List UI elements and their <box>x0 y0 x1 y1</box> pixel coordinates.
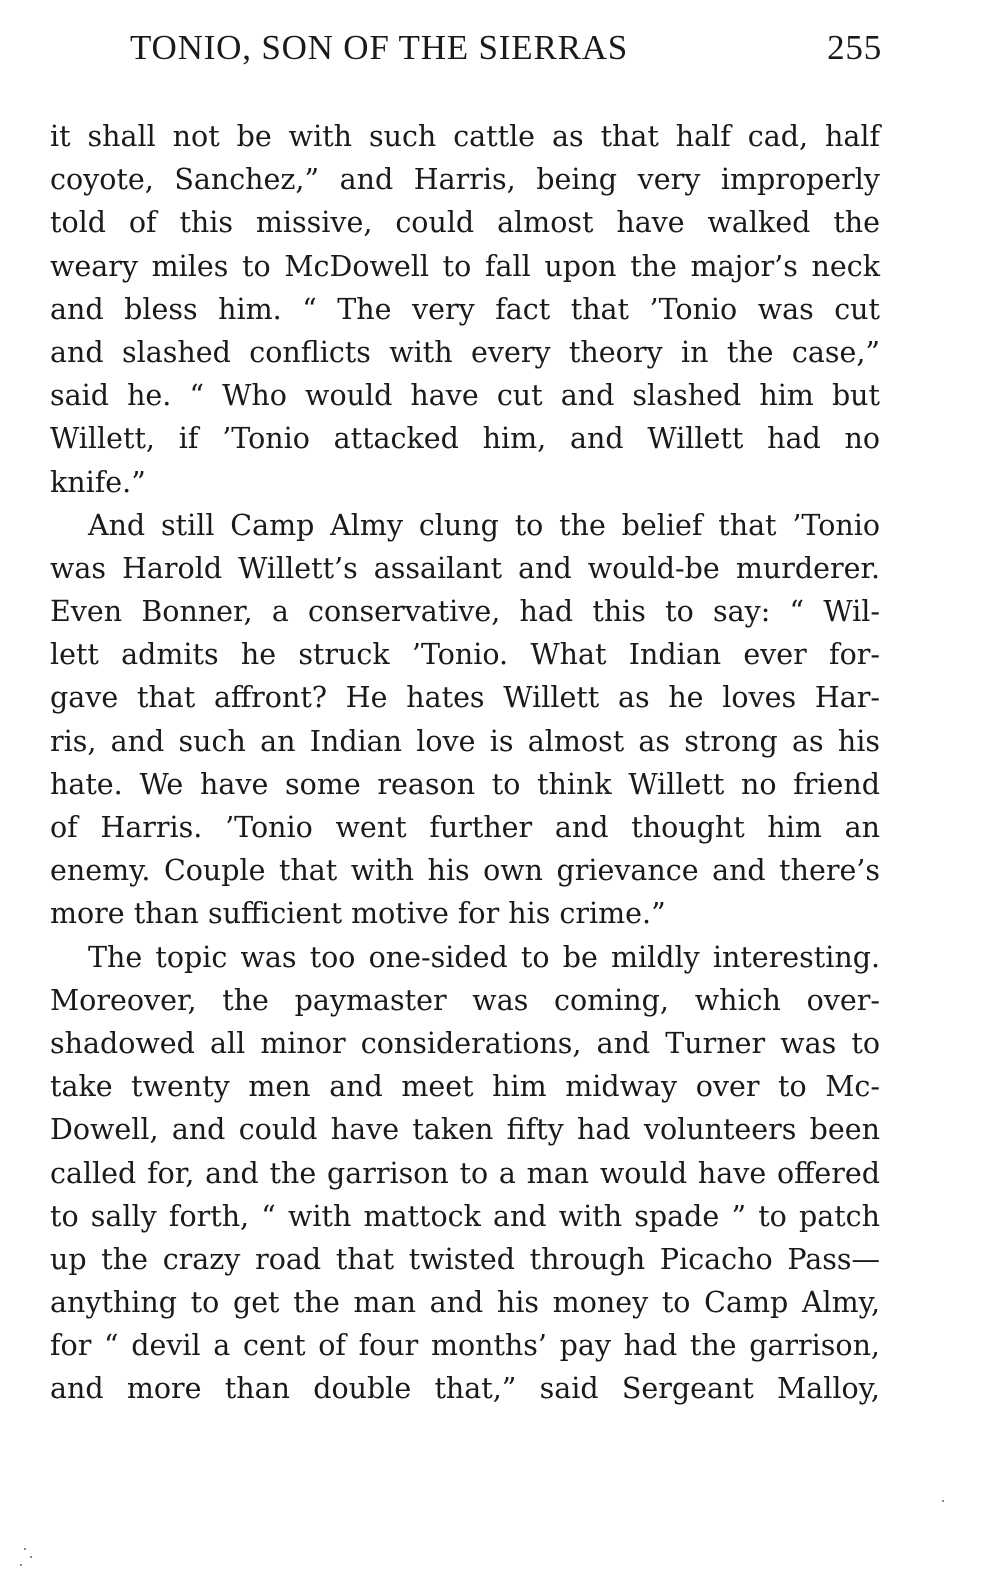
text-line: hate. We have some reason to think Willett no friend <box>50 767 880 801</box>
text-line: lett admits he struck ’Tonio. What Indian ever for- <box>50 638 880 672</box>
text-line: more than sufficient motive for his crime.” <box>50 897 666 931</box>
text-line: it shall not be with such cattle as that half cad, half <box>50 120 880 153</box>
text-line: and more than double that,” said Sergeant Malloy, <box>50 1372 880 1406</box>
text-line: up the crazy road that twisted through Picacho Pass— <box>50 1242 880 1276</box>
scan-speck <box>942 1500 944 1502</box>
text-line: gave that affront? He hates Willett as he loves Har- <box>50 681 880 715</box>
text-line: shadowed all minor considerations, and Turner was to <box>50 1026 880 1060</box>
text-line: weary miles to McDowell to fall upon the major’s neck <box>50 249 880 283</box>
text-line: to sally forth, “ with mattock and with spade ” to patch <box>50 1199 880 1233</box>
text-line: take twenty men and meet him midway over to Mc- <box>50 1070 880 1104</box>
paragraph-start-line: The topic was too one-sided to be mildly interesting. <box>88 940 880 974</box>
text-line: anything to get the man and his money to Camp Almy, <box>50 1286 880 1320</box>
text-line: knife.” <box>50 465 146 499</box>
text-line: for “ devil a cent of four months’ pay had the garrison, <box>50 1329 880 1363</box>
text-line: enemy. Couple that with his own grievance and there’s <box>50 854 880 888</box>
text-line: of Harris. ’Tonio went further and thought him an <box>50 811 880 844</box>
scan-speck <box>20 1564 22 1566</box>
text-line: Even Bonner, a conservative, had this to say: “ Wil- <box>50 595 880 629</box>
running-head <box>130 28 882 76</box>
text-line: ris, and such an Indian love is almost as strong as his <box>50 724 880 758</box>
text-line: told of this missive, could almost have walked the <box>50 206 880 240</box>
scan-speck <box>24 1548 26 1550</box>
running-title: TONIO, SON OF THE SIERRAS <box>130 28 629 67</box>
text-line: was Harold Willett’s assailant and would-be murderer. <box>50 551 880 585</box>
body-text <box>50 115 880 1411</box>
paragraph-start-line: And still Camp Almy clung to the belief that ’Tonio <box>88 508 880 542</box>
page-number: 255 <box>827 28 882 67</box>
text-line: and slashed conflicts with every theory in the case,” <box>50 335 880 369</box>
text-line: and bless him. “ The very fact that ’Tonio was cut <box>50 292 880 326</box>
text-line: Dowell, and could have taken fifty had volunteers been <box>50 1113 880 1147</box>
text-line: coyote, Sanchez,” and Harris, being very improperly <box>50 163 880 197</box>
text-line: Willett, if ’Tonio attacked him, and Willett had no <box>50 422 880 456</box>
text-line: said he. “ Who would have cut and slashed him but <box>50 379 880 413</box>
text-line: called for, and the garrison to a man would have offered <box>50 1156 880 1190</box>
scan-speck <box>30 1556 32 1558</box>
text-line: Moreover, the paymaster was coming, which over- <box>50 983 880 1017</box>
